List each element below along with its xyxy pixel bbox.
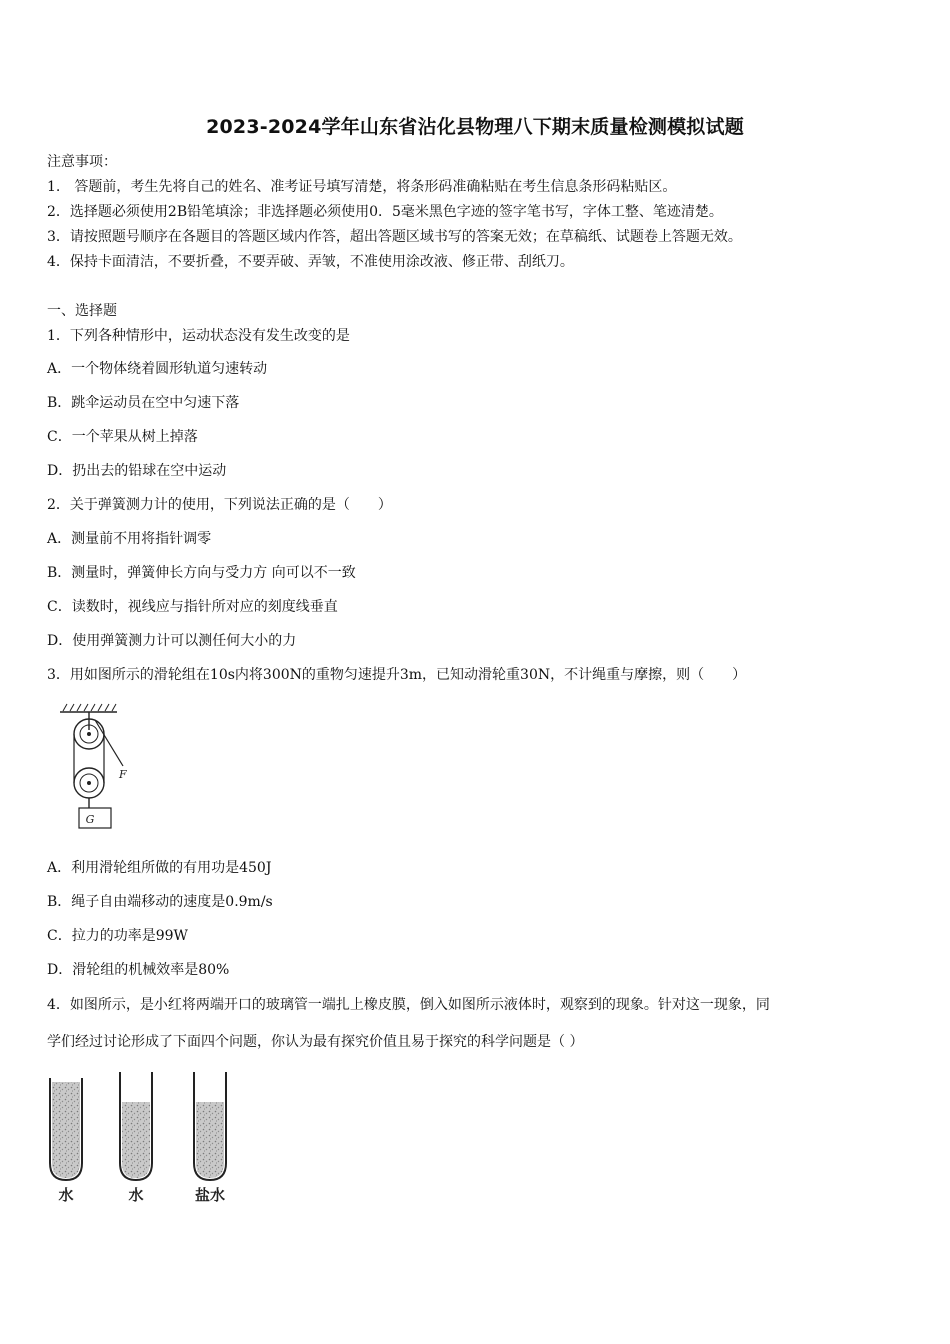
question-1-option-c: C．一个苹果从树上掉落 <box>47 429 198 445</box>
question-1-option-d: D．扔出去的铅球在空中运动 <box>47 463 227 479</box>
section-heading: 一、选择题 <box>47 303 117 319</box>
question-4-stem-continued: 学们经过讨论形成了下面四个问题，你认为最有探究价值且易于探究的科学问题是（ ） <box>47 1034 584 1050</box>
test-tube-1 <box>50 1078 82 1180</box>
notice-item: 3．请按照题号顺序在各题目的答题区域内作答，超出答题区域书写的答案无效；在草稿纸、试题卷上答题无效。 <box>47 229 742 245</box>
question-3-option-c: C．拉力的功率是99W <box>47 928 188 944</box>
question-3-option-d: D．滑轮组的机械效率是80% <box>47 962 230 978</box>
tube-3-label: 盐水 <box>194 1186 226 1204</box>
question-3-option-a: A．利用滑轮组所做的有用功是450J <box>47 860 272 876</box>
pulley-system-figure <box>55 700 145 835</box>
notice-item: 4．保持卡面清洁，不要折叠，不要弄破、弄皱，不准使用涂改液、修正带、刮纸刀。 <box>47 254 574 270</box>
question-2-option-b: B．测量时，弹簧伸长方向与受力方 向可以不一致 <box>47 565 356 581</box>
question-1-option-b: B．跳伞运动员在空中匀速下落 <box>47 395 240 411</box>
notice-heading: 注意事项： <box>47 154 117 170</box>
question-1-stem: 1．下列各种情形中，运动状态没有发生改变的是 <box>47 328 350 344</box>
test-tube-2 <box>120 1072 152 1180</box>
question-2-option-a: A．测量前不用将指针调零 <box>47 531 212 547</box>
notice-item: 2．选择题必须使用2B铅笔填涂；非选择题必须使用0．5毫米黑色字迹的签字笔书写，字体工整、笔迹清楚。 <box>47 204 723 220</box>
notice-item: 1. 答题前，考生先将自己的姓名、准考证号填写清楚，将条形码准确粘贴在考生信息条形码粘贴区。 <box>47 179 677 195</box>
question-2-stem: 2．关于弹簧测力计的使用，下列说法正确的是（ ） <box>47 497 392 513</box>
question-2-option-d: D．使用弹簧测力计可以测任何大小的力 <box>47 633 297 649</box>
question-4-stem: 4．如图所示，是小红将两端开口的玻璃管一端扎上橡皮膜，倒入如图所示液体时，观察到的现象。针对这一现象，同 <box>47 997 770 1013</box>
tube-1-label: 水 <box>58 1186 74 1204</box>
question-2-option-c: C．读数时，视线应与指针所对应的刻度线垂直 <box>47 599 338 615</box>
question-3-stem: 3．用如图所示的滑轮组在10s内将300N的重物匀速提升3m，已知动滑轮重30N，不计绳重与摩擦，则（ ） <box>47 667 747 683</box>
test-tubes-figure <box>40 1068 240 1208</box>
tube-2-label: 水 <box>128 1186 144 1204</box>
force-label: F <box>119 768 127 781</box>
page-title: 2023-2024学年山东省沾化县物理八下期末质量检测模拟试题 <box>206 116 744 138</box>
test-tube-3 <box>194 1072 226 1180</box>
weight-label: G <box>85 813 95 826</box>
question-1-option-a: A．一个物体绕着圆形轨道匀速转动 <box>47 361 268 377</box>
question-3-option-b: B．绳子自由端移动的速度是0.9m/s <box>47 894 273 910</box>
